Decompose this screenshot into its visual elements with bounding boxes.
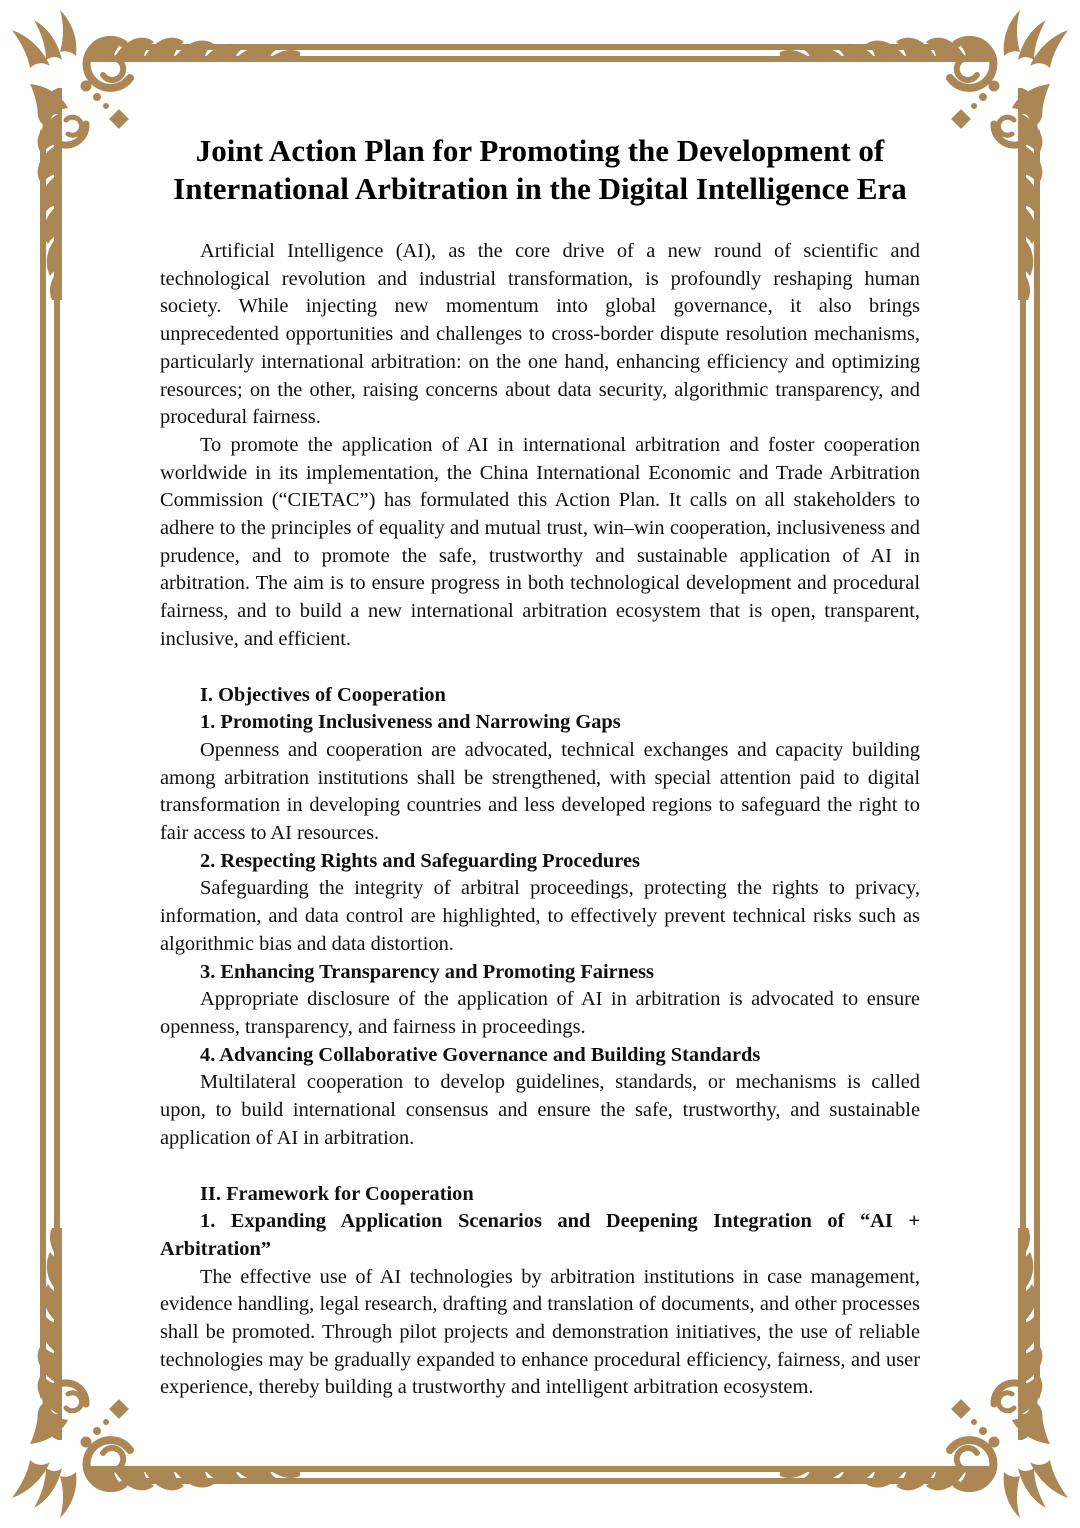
subsection-heading: 3. Enhancing Transparency and Promoting Fairness — [200, 960, 654, 983]
document-content — [160, 124, 920, 1402]
section-objectives — [160, 682, 920, 1153]
frame-right-outer-line — [1034, 130, 1040, 1398]
subsection-heading: 4. Advancing Collaborative Governance and Building Standards — [200, 1043, 761, 1066]
page-title-line-2: International Arbitration in the Digital Intelligence Era — [173, 171, 907, 206]
subsection-heading: 1. Expanding Application Scenarios and Deepening Integration of “AI + Arbitration” — [160, 1210, 920, 1260]
frame-left-outer-line — [40, 130, 46, 1398]
subsection-body: The effective use of AI technologies by arbitration institutions in case management, evidence handling, legal research, drafting and translation of documents, and other processes shall be promoted. Through pilot projects and demonstration initiatives, the use of reliable technologies may be gradually expanded to enhance procedural efficiency, fairness, and user experience, thereby building a trustworthy and intelligent arbitration ecosystem. — [160, 1265, 920, 1399]
intro-paragraph-2: To promote the application of AI in international arbitration and foster cooperation worldwide in its implementation, the China International Economic and Trade Arbitration Commission (“CIETAC”) has formulated this Action Plan. It calls on all stakeholders to adhere to the principles of equality and mutual trust, win–win cooperation, inclusiveness and prudence, and to promote the safe, trustworthy and sustainable application of AI in arbitration. The aim is to ensure progress in both technological development and procedural fairness, and to build a new international arbitration ecosystem that is open, transparent, inclusive, and efficient. — [160, 433, 920, 650]
section-heading: I. Objectives of Cooperation — [200, 683, 446, 706]
intro-paragraph-1: Artificial Intelligence (AI), as the core drive of a new round of scientific and technological revolution and industrial transformation, is profoundly reshaping human society. While injecting new momentum into global governance, it also brings unprecedented opportunities and challenges to cross-border dispute resolution mechanisms, particularly international arbitration: on the one hand, enhancing efficiency and optimizing resources; on the other, raising concerns about data security, algorithmic transparency, and procedural fairness. — [160, 240, 920, 429]
frame-left-inner-line — [54, 130, 60, 1398]
subsection-body: Appropriate disclosure of the application of AI in arbitration is advocated to ensure openness, transparency, and fairness in proceedings. — [160, 988, 920, 1038]
subsection-heading: 2. Respecting Rights and Safeguarding Procedures — [200, 849, 640, 872]
subsection-body: Safeguarding the integrity of arbitral proceedings, protecting the rights to privacy, information, and data control are highlighted, to effectively prevent technical risks such as algorithmic bias and data distortion. — [160, 877, 920, 955]
subsection-heading: 1. Promoting Inclusiveness and Narrowing Gaps — [200, 711, 621, 734]
section-framework — [160, 1181, 920, 1403]
page-title-line-1: Joint Action Plan for Promoting the Development of — [195, 133, 885, 168]
page-title — [160, 132, 920, 208]
frame-right-inner-line — [1020, 130, 1026, 1398]
section-heading: II. Framework for Cooperation — [200, 1182, 474, 1205]
subsection-body: Openness and cooperation are advocated, technical exchanges and capacity building among arbitration institutions shall be strengthened, with special attention paid to digital transformation in developing countries and less developed regions to safeguard the right to fair access to AI resources. — [160, 738, 920, 845]
subsection-body: Multilateral cooperation to develop guidelines, standards, or mechanisms is called upon, to build international consensus and ensure the safe, trustworthy, and sustainable application of AI in arbitration. — [160, 1071, 920, 1149]
